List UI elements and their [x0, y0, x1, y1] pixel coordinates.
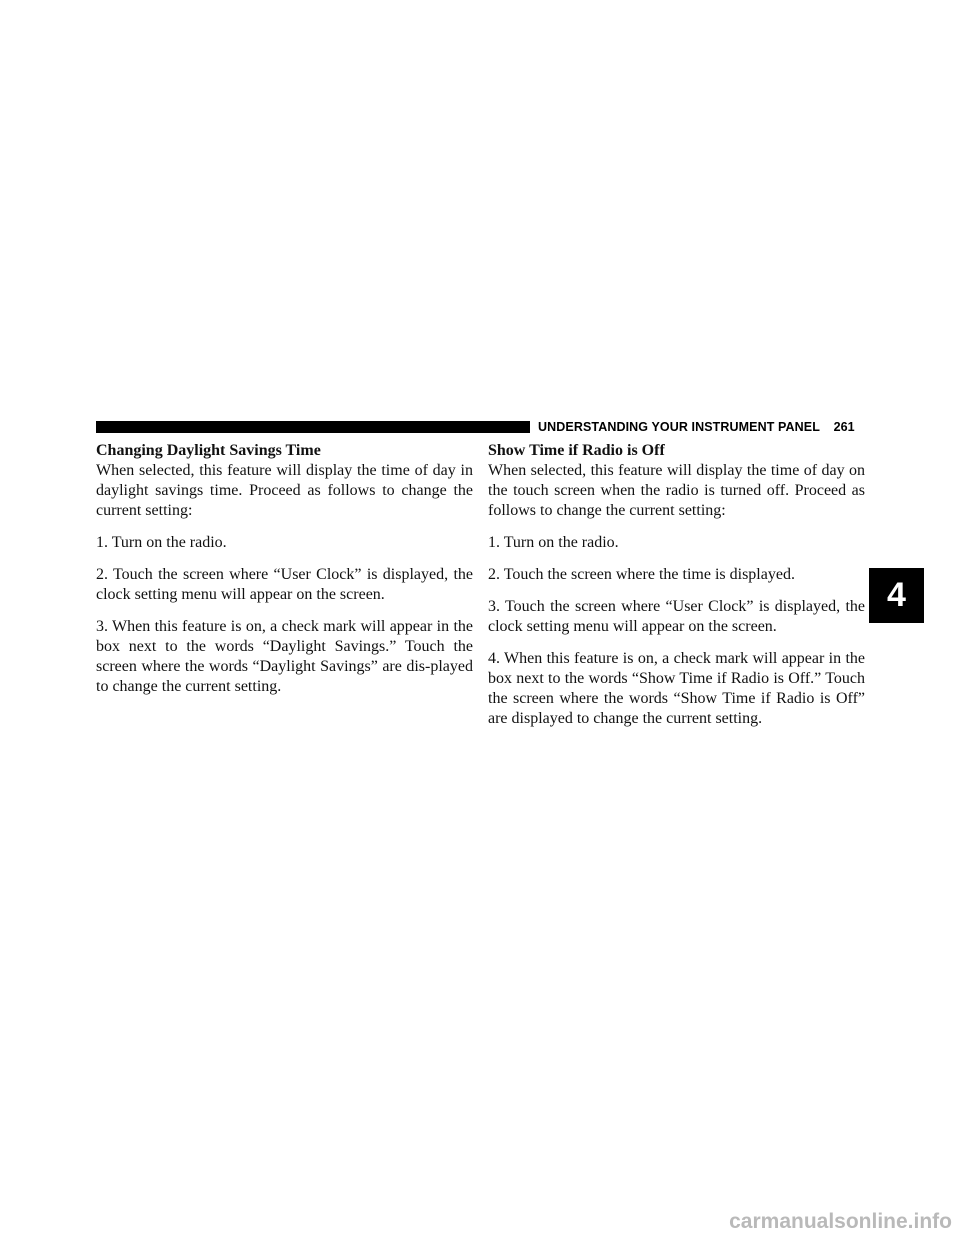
page-number: 261: [833, 420, 855, 434]
paragraph: When selected, this feature will display the time of day on the touch screen when the radio is turned off. Proceed as follows to change the current setting:: [488, 462, 865, 519]
header-title: UNDERSTANDING YOUR INSTRUMENT PANEL: [538, 420, 820, 434]
step-item: 2. Touch the screen where the time is displayed.: [488, 566, 795, 583]
section-heading-daylight-savings: Changing Daylight Savings Time: [96, 442, 321, 459]
paragraph: When selected, this feature will display the time of day in daylight savings time. Proceed as follows to change the current setting:: [96, 462, 473, 519]
right-column: [488, 441, 865, 741]
left-column: [96, 441, 473, 709]
watermark: carmanualsonline.info: [729, 1210, 952, 1233]
step-item: 3. Touch the screen where “User Clock” is displayed, the clock setting menu will appear on the screen.: [488, 598, 865, 635]
running-header: [538, 419, 868, 435]
chapter-tab: 4: [869, 568, 924, 623]
step-item: 3. When this feature is on, a check mark will appear in the box next to the words “Daylight Savings.” Touch the screen where the words “Daylight Savings” are dis-played to change the current setting.: [96, 618, 473, 695]
step-item: 2. Touch the screen where “User Clock” is displayed, the clock setting menu will appear on the screen.: [96, 566, 473, 603]
section-heading-show-time: Show Time if Radio is Off: [488, 442, 665, 459]
step-item: 1. Turn on the radio.: [488, 534, 619, 551]
step-item: 1. Turn on the radio.: [96, 534, 227, 551]
header-rule: [96, 421, 530, 433]
step-item: 4. When this feature is on, a check mark will appear in the box next to the words “Show Time if Radio is Off.” Touch the screen where the words “Show Time if Radio is Off” are displayed to change the current setting.: [488, 650, 865, 727]
